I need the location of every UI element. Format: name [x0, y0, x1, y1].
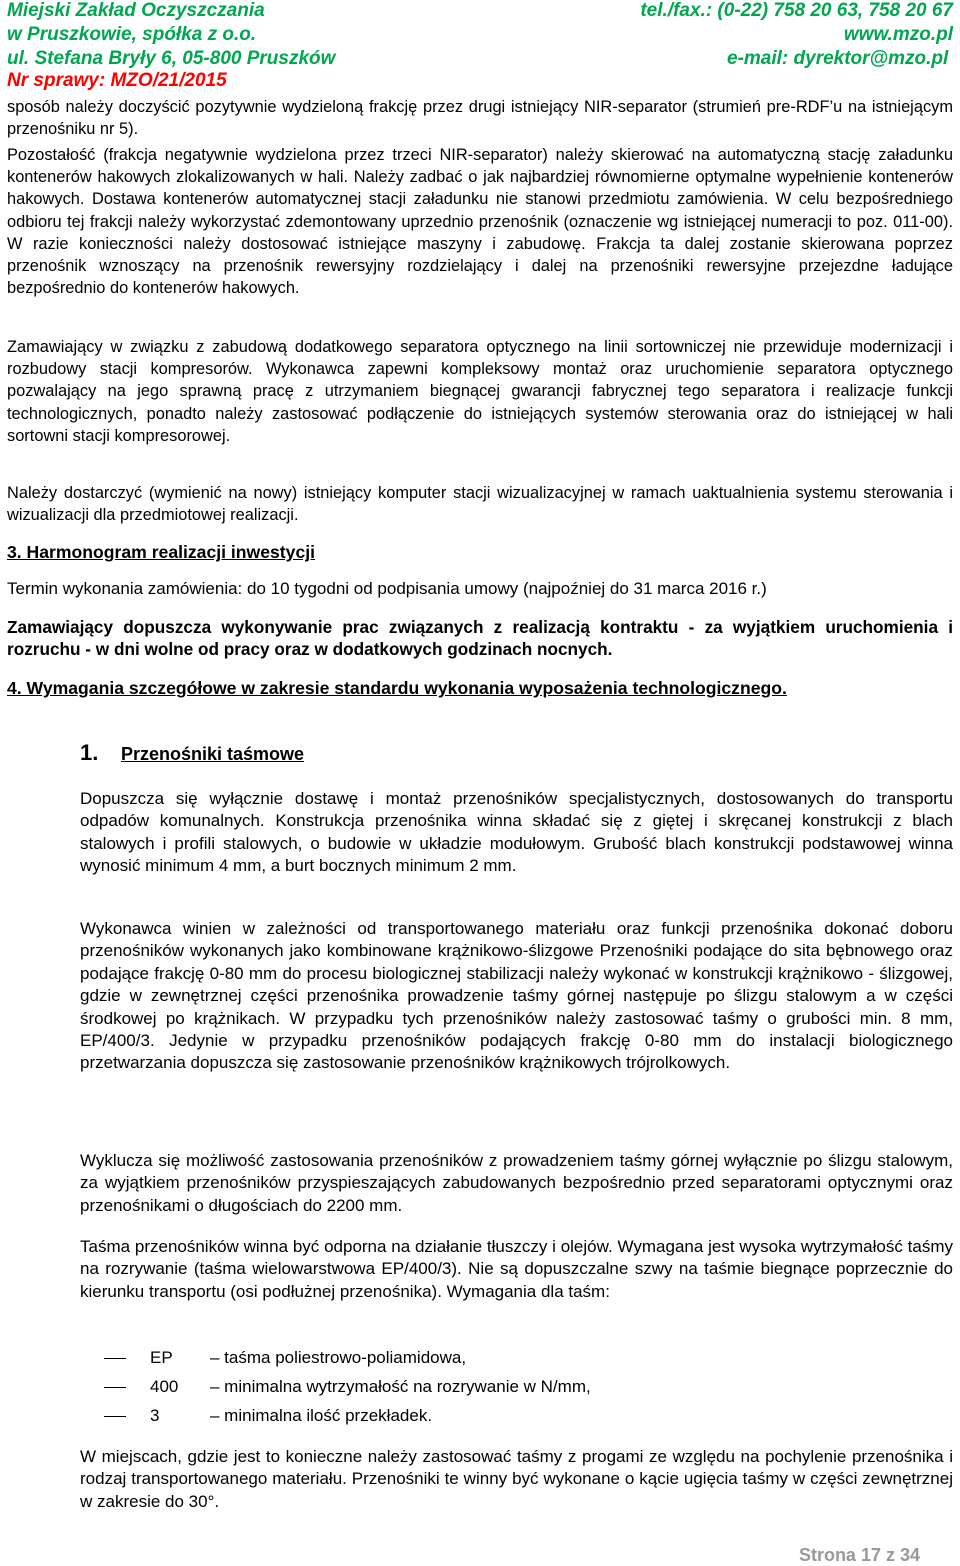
belt-spec-text: – minimalna wytrzymałość na rozrywanie w N/mm,: [210, 1377, 591, 1396]
paragraph-conveyor-construction: Dopuszcza się wyłącznie dostawę i montaż przenośników specjalistycznych, dostosowanych do transportu odpadów komunalnych. Konstrukcja przenośnika winna składać się z giętej i skręcanej konstrukcji z blach stalowych i profili stalowych, o budowie w układzie modułowym. Grubość blach konstrukcji podstawowej winna wynosić minimum 4 mm, a burt bocznych minimum 2 mm.: [80, 789, 953, 876]
paragraph-remainder-fraction: Pozostałość (frakcja negatywnie wydzielona przez trzeci NIR-separator) należy skierować na automatyczną stację załadunku kontenerów hakowych zlokalizowanych w hali. Należy zadbać o jak najbardziej równomierne optymalne wypełnienie kontenerów hakowych. Dostawa kontenerów automatycznej stacji załadunku nie stanowi przedmiotu zamówienia. W celu bezpośredniego odbioru tej frakcji należy wykorzystać zdemontowany uprzednio przenośnik (oznaczenie wg istniejącej numeracji to poz. 011-00). W razie konieczności należy dostosować istniejące maszyny i zabudowę. Frakcja ta dalej zostanie skierowana poprzez przenośnik wznoszący na przenośnik rewersyjny rozdzielający i dalej na przenośniki rewersyjne przejezdne ładujące bezpośrednio do kontenerów hakowych.: [7, 146, 953, 298]
section-4-heading: 4. Wymagania szczegółowe w zakresie standardu wykonania wyposażenia technologicznego.: [7, 678, 787, 698]
dash-bullet-icon: [104, 1387, 126, 1388]
list-item: [104, 1347, 466, 1369]
dash-bullet-icon: [104, 1358, 126, 1359]
belt-spec-key: 3: [150, 1406, 160, 1425]
subsection-1-number: 1.: [80, 740, 99, 765]
page-number: Strona 17 z 34: [798, 1545, 920, 1565]
website-link[interactable]: www.mzo.pl: [843, 24, 953, 45]
paragraph-compressor-station: Zamawiający w związku z zabudową dodatkowego separatora optycznego na linii sortowniczej nie przewiduje modernizacji i rozbudowy stacji kompresorów. Wykonawca zapewni kompleksowy montaż oraz uruchomienie separatora optycznego pozwalający na jego sprawną pracę z utrzymaniem biegnącej gwarancji fabrycznej tego separatora i realizacje funkcji technologicznych, ponadto należy zastosować podłączenie do istniejących systemów sterowania oraz do istniejącej w hali sortowni stacji kompresorowej.: [7, 338, 953, 445]
belt-spec-text: – taśma poliestrowo-poliamidowa,: [210, 1348, 467, 1367]
section-3-heading: 3. Harmonogram realizacji inwestycji: [7, 542, 316, 562]
company-name-line2: w Pruszkowie, spółka z o.o.: [7, 24, 257, 45]
email-link[interactable]: e-mail: dyrektor@mzo.pl: [727, 48, 949, 69]
belt-spec-text: – minimalna ilość przekładek.: [210, 1406, 433, 1425]
dash-bullet-icon: [104, 1416, 126, 1417]
paragraph-nir-separator: sposób należy doczyścić pozytywnie wydzieloną frakcję przez drugi istniejący NIR-separator (strumień pre-RDF’u na istniejącym przenośniku nr 5).: [7, 98, 953, 139]
paragraph-belt-requirements: Taśma przenośników winna być odporna na działanie tłuszczy i olejów. Wymagana jest wysoka wytrzymałość taśmy na rozrywanie (taśma wielowarstwowa EP/400/3). Nie są dopuszczalne szwy na taśmie biegnące poprzecznie do kierunku transportu (osi podłużnej przenośnika). Wymagania dla taśm:: [80, 1237, 953, 1301]
company-name-line1: Miejski Zakład Oczyszczania: [7, 0, 265, 21]
list-item: [104, 1405, 432, 1427]
subsection-1-title: Przenośniki taśmowe: [121, 744, 305, 764]
belt-spec-key: EP: [150, 1348, 173, 1367]
paragraph-conveyor-selection: Wykonawca winien w zależności od transportowanego materiału oraz funkcji przenośnika dokonać doboru przenośników wykonanych jako kombinowane krążnikowo-ślizgowe Przenośniki podające do sita bębnowego oraz podające frakcję 0-80 mm do procesu biologicznej stabilizacji należy wykonać w konstrukcji krążnikowo - ślizgowej, gdzie w zewnętrznej części przenośnika prowadzenie taśmy górnej następuje po ślizgu stalowym a w części środkowej po krążnikach. W przypadku tych przenośników należy zastosować taśmy o grubości min. 8 mm, EP/400/3. Jedynie w przypadku przenośników podających frakcję 0-80 mm do instalacji biologicznego przetwarzania dopuszcza się zastosowanie przenośników krążnikowych trójrolkowych.: [80, 919, 953, 1073]
phone-fax: tel./fax.: (0-22) 758 20 63, 758 20 67: [640, 0, 953, 21]
paragraph-slide-exclusion: Wyklucza się możliwość zastosowania przenośników z prowadzeniem taśmy górnej wyłącznie po ślizgu stalowym, za wyjątkiem przenośników przyspieszających zabudowanych bezpośrednio przed separatorami optycznymi oraz przenośnikami o długościach do 2200 mm.: [80, 1151, 953, 1215]
belt-spec-key: 400: [150, 1377, 179, 1396]
company-address: ul. Stefana Bryły 6, 05-800 Pruszków: [7, 48, 336, 69]
paragraph-belt-cleats: W miejscach, gdzie jest to konieczne należy zastosować taśmy z progami ze względu na pochylenie przenośnika i rodzaj transportowanego materiału. Przenośniki te winny być wykonane o kącie ugięcia taśmy w części zewnętrznej w zakresie do 30°.: [80, 1447, 953, 1511]
paragraph-work-days: Zamawiający dopuszcza wykonywanie prac związanych z realizacją kontraktu - za wyjątkiem uruchomienia i rozruchu - w dni wolne od pracy oraz w dodatkowych godzinach nocnych.: [7, 617, 953, 660]
paragraph-completion-deadline: Termin wykonania zamówienia: do 10 tygodni od podpisania umowy (najpoźniej do 31 marca 2016 r.): [7, 579, 767, 598]
case-number: Nr sprawy: MZO/21/2015: [7, 70, 227, 91]
paragraph-visualisation-computer: Należy dostarczyć (wymienić na nowy) istniejący komputer stacji wizualizacyjnej w ramach uaktualnienia systemu sterowania i wizualizacji dla przedmiotowej realizacji.: [7, 484, 953, 525]
list-item: [104, 1376, 591, 1398]
